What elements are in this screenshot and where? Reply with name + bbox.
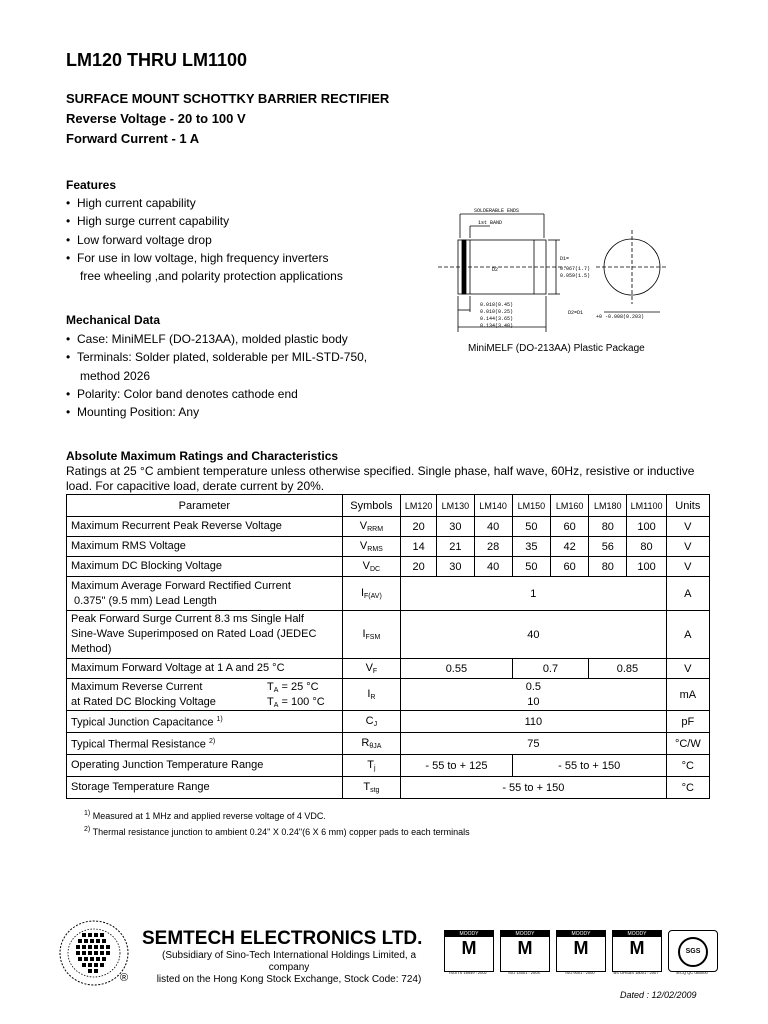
symbol-cell: $V_{DC}$ [342,557,400,577]
unit-cell: mA [666,679,709,711]
table-row [67,517,710,537]
document-title: LM120 THRU LM1100 [66,50,248,70]
table-row [67,577,710,611]
symbol-cell: $I_{FSM}$ [342,611,400,659]
list-item: • Low forward voltage drop [66,232,212,247]
param-cell: Typical Junction Capacitance $^{1)}$ [67,711,343,733]
list-item: • For use in low voltage, high frequency inverters [66,250,329,265]
ratings-note: Ratings at 25 °C ambient temperature unless otherwise specified. Single phase, half wave, 60Hz, resistive or inductive load. For capacitive load, derate current by 20%. [66,464,695,493]
table-row [67,733,710,755]
cert-label: ISO/TS 16949 : 2002 [449,970,487,975]
cert-logo: SGS [668,930,718,972]
registered-mark: ® [120,972,129,984]
value-cell: 42 [550,537,588,557]
package-caption: MiniMELF (DO-213AA) Plastic Package [468,343,645,354]
unit-cell: A [666,577,709,611]
d1-min: 0.059(1.5) [560,273,591,279]
header-model: LM180 [589,495,627,517]
d2-tol: +0 -0.008(0.203) [596,314,645,320]
value-cell: 20 [401,557,437,577]
ratings-heading: Absolute Maximum Ratings and Characteristics [66,449,339,463]
table-row [67,537,710,557]
cert-logo: MOODY M [500,930,550,972]
value-cell: 80 [589,517,627,537]
ratings-table [66,494,710,799]
value-cell: - 55 to + 125 [401,755,513,777]
param-cell: Maximum Reverse Current $T_A = 25$ °C at Rated DC Blocking Voltage $T_A = 100$ °C [67,679,343,711]
header-model: LM1100 [627,495,666,517]
features-heading: Features [66,178,117,192]
value-cell: 30 [437,517,474,537]
footnote-2: $^{2)}$ Thermal resistance junction to ambient 0.24" X 0.24"(6 X 6 mm) copper pads to each terminals [84,826,470,837]
symbol-cell: $V_F$ [342,659,400,679]
value-cell: 100 [627,517,666,537]
footnote-1: $^{1)}$ Measured at 1 MHz and applied reverse voltage of 4 VDC. [84,810,326,821]
table-row [67,755,710,777]
forward-current-spec: Forward Current - 1 A [66,131,200,146]
footnotes [84,807,470,839]
subsidiary-note: (Subsidiary of Sino-Tech International Holdings Limited, a company listed on the Hong Kong Stock Exchange, Stock Code: 724) [156,950,422,985]
value-cell: 1 [401,577,667,611]
unit-cell: °C/W [666,733,709,755]
symbol-cell: $T_{stg}$ [342,777,400,799]
param-cell: Operating Junction Temperature Range [67,755,343,777]
value-cell: 56 [589,537,627,557]
unit-cell: pF [666,711,709,733]
value-cell: 50 [512,557,550,577]
param-cell: Peak Forward Surge Current 8.3 ms Single Half Sine-Wave Superimposed on Rated Load (JEDEC Method) [67,611,343,659]
value-cell: 60 [550,517,588,537]
list-item: • Polarity: Color band denotes cathode end [66,386,298,401]
date-stamp: Dated : 12/02/2009 [620,990,697,1000]
mechanical-heading: Mechanical Data [66,313,161,327]
table-row [67,777,710,799]
value-cell: 0.7 [512,659,588,679]
reverse-voltage-spec: Reverse Voltage - 20 to 100 V [66,111,246,126]
param-cell: Maximum RMS Voltage [67,537,343,557]
value-cell: 0.55 [401,659,513,679]
list-item: • High surge current capability [66,214,230,229]
features-list [66,194,343,285]
header-parameter: Parameter [67,495,343,517]
table-row [67,611,710,659]
symbol-cell: $C_J$ [342,711,400,733]
band-label: 1st BAND [478,220,503,226]
param-cell: Maximum Recurrent Peak Reverse Voltage [67,517,343,537]
value-cell: - 55 to + 150 [401,777,667,799]
dim-b2: 0.134(3.40) [480,323,514,329]
value-cell: 35 [512,537,550,557]
symbol-cell: $T_j$ [342,755,400,777]
symbol-cell: $I_R$ [342,679,400,711]
header-model: LM140 [474,495,512,517]
value-cell: 100 [627,557,666,577]
param-cell: Maximum DC Blocking Voltage [67,557,343,577]
unit-cell: °C [666,777,709,799]
list-item: • High current capability [66,196,196,210]
param-cell: Maximum Forward Voltage at 1 A and 25 °C [67,659,343,679]
param-cell: Storage Temperature Range [67,777,343,799]
mechanical-list [66,330,367,421]
cert-logo: MOODY M [444,930,494,972]
value-cell: - 55 to + 150 [512,755,666,777]
list-item: • Mounting Position: Any [66,405,200,420]
value-cell: 80 [589,557,627,577]
symbol-cell: $R_{\theta JA}$ [342,733,400,755]
list-item: method 2026 [80,368,151,383]
symbol-cell: $V_{RMS}$ [342,537,400,557]
package-drawing [430,200,670,332]
d2-label: D2 [492,267,499,273]
value-cell: 40 [401,611,667,659]
value-cell: 60 [550,557,588,577]
value-cell: 80 [627,537,666,557]
table-header-row [67,495,710,517]
value-cell: 21 [437,537,474,557]
value-cell: 75 [401,733,667,755]
table-row [67,711,710,733]
unit-cell: V [666,659,709,679]
header-units: Units [666,495,709,517]
value-cell: 40 [474,557,512,577]
header-model: LM160 [550,495,588,517]
unit-cell: °C [666,755,709,777]
dim-a1: 0.018(0.45) [480,302,514,308]
list-item: free wheeling ,and polarity protection applications [80,269,343,284]
value-cell: 30 [437,557,474,577]
header-model: LM120 [401,495,437,517]
table-row [67,659,710,679]
cert-label: IECQ QC 080000 [676,970,708,975]
solderable-ends-label: SOLDERABLE ENDS [474,208,520,214]
unit-cell: V [666,517,709,537]
d1-label: D1= [560,256,570,262]
cert-logo: MOODY M [556,930,606,972]
table-row [67,679,710,711]
header-model: LM130 [437,495,474,517]
value-cell: 14 [401,537,437,557]
cert-label: BS OHSAS 18001 : 2007 [613,970,659,975]
company-name: SEMTECH ELECTRONICS LTD. [142,928,423,949]
header-model: LM150 [512,495,550,517]
symbol-cell: $V_{RRM}$ [342,517,400,537]
dim-a2: 0.010(0.25) [480,309,514,315]
d2-eq: D2=D1 [568,310,584,316]
table-row [67,557,710,577]
value-cell: 0.5 10 [401,679,667,711]
list-item: • Case: MiniMELF (DO-213AA), molded plastic body [66,332,348,346]
value-cell: 28 [474,537,512,557]
value-cell: 0.85 [589,659,666,679]
param-cell: Typical Thermal Resistance $^{2)}$ [67,733,343,755]
param-cell: Maximum Average Forward Rectified Current 0.375" (9.5 mm) Lead Length [67,577,343,611]
value-cell: 50 [512,517,550,537]
list-item: • Terminals: Solder plated, solderable per MIL-STD-750, [66,350,368,365]
value-cell: 40 [474,517,512,537]
cert-logo: MOODY M [612,930,662,972]
value-cell: 20 [401,517,437,537]
cert-label: ISO 14001 : 2004 [508,970,540,975]
header-symbols: Symbols [342,495,400,517]
unit-cell: V [666,557,709,577]
symbol-cell: $I_{F(AV)}$ [342,577,400,611]
unit-cell: A [666,611,709,659]
product-type: SURFACE MOUNT SCHOTTKY BARRIER RECTIFIER [66,91,390,106]
unit-cell: V [666,537,709,557]
dim-b1: 0.144(3.65) [480,316,514,322]
value-cell: 110 [401,711,667,733]
cert-label: ISO 9001 : 2000 [565,970,595,975]
d1-max: 0.067(1.7) [560,266,591,272]
